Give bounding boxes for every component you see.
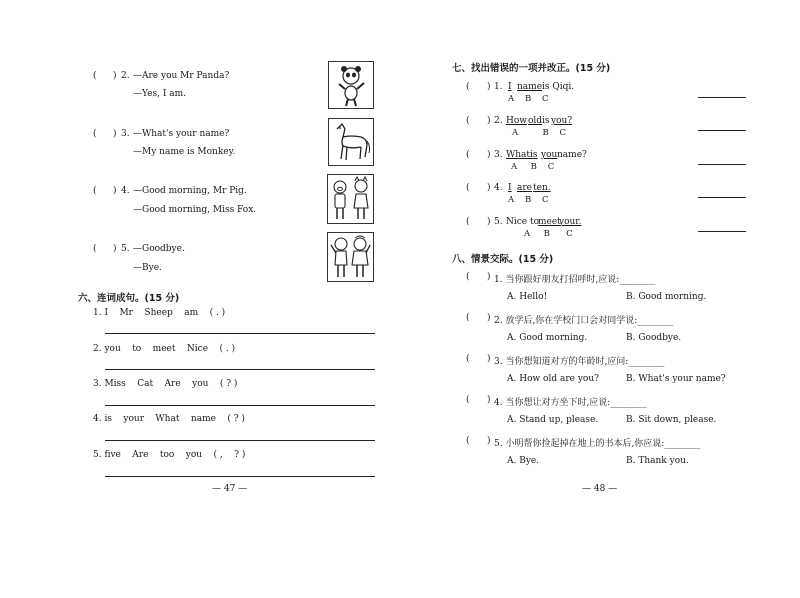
s7-q1-word-b: name: [517, 82, 543, 92]
q4-paren-open: (: [93, 186, 97, 196]
s7-q2-paren-close: ): [487, 116, 491, 126]
horse-icon: [329, 119, 373, 165]
s7-q5-number: 5.: [494, 217, 503, 227]
s8-q1-prompt: 1. 当你跟好朋友打招呼时,应说:________: [494, 275, 656, 285]
q4-number: 4.: [121, 186, 130, 196]
s7-q1-number: 1.: [494, 82, 503, 92]
s7-q2-correction-line: [698, 130, 746, 131]
q3-line2: —My name is Monkey.: [133, 147, 236, 157]
horse-picture: [328, 118, 374, 166]
s7-q3-word-name: name?: [557, 150, 587, 160]
section-6-item-2: 2. you to meet Nice ( . ): [93, 344, 236, 354]
s8-q4-paren-open: (: [466, 395, 470, 405]
s8-q2-paren-close: ): [487, 313, 491, 323]
s8-q5-paren-open: (: [466, 436, 470, 446]
s7-q3-number: 3.: [494, 150, 503, 160]
s8-q1-paren-close: ): [487, 272, 491, 282]
s7-q1-paren-close: ): [487, 82, 491, 92]
s7-q3-word-b: is: [530, 150, 538, 160]
s8-q5-prompt: 5. 小明帮你捡起掉在地上的书本后,你应说:________: [494, 439, 701, 449]
s8-q5-option-b: B. Thank you.: [626, 456, 689, 466]
s8-q1-option-a: A. Hello!: [507, 292, 548, 302]
section-6-item-3: 3. Miss Cat Are you ( ? ): [93, 379, 238, 389]
page-number-right: — 48 —: [582, 484, 618, 494]
page-number-left: — 47 —: [212, 484, 248, 494]
s8-q5-option-a: A. Bye.: [507, 456, 540, 466]
s7-q5-correction-line: [698, 231, 746, 232]
s7-q5-paren-close: ): [487, 217, 491, 227]
s8-q3-paren-close: ): [487, 354, 491, 364]
s7-q4-paren-open: (: [466, 183, 470, 193]
q3-paren-close: ): [113, 129, 117, 139]
s7-q3-word-c: you: [541, 150, 558, 160]
q4-line2: —Good morning, Miss Fox.: [133, 205, 257, 215]
q2-number: 2.: [121, 71, 130, 81]
s7-q4-word-a: I: [508, 183, 512, 193]
s7-q2-word-a: How: [506, 116, 527, 126]
s7-q2-word-is: is: [542, 116, 550, 126]
q3-paren-open: (: [93, 129, 97, 139]
s7-q4-word-b: are: [517, 183, 532, 193]
q5-number: 5.: [121, 244, 130, 254]
answer-line-2: [105, 369, 375, 370]
s7-q4-paren-close: ): [487, 183, 491, 193]
goodbye-picture: [327, 232, 374, 282]
s8-q3-option-a: A. How old are you?: [507, 374, 599, 384]
s7-q2-letters: A B C: [512, 128, 567, 138]
s8-q3-prompt: 3. 当你想知道对方的年龄时,应问:________: [494, 357, 665, 367]
s7-q5-word-c: your.: [559, 217, 582, 227]
s7-q4-correction-line: [698, 197, 746, 198]
s8-q4-option-a: A. Stand up, please.: [507, 415, 599, 425]
s7-q1-word-a: I: [508, 82, 512, 92]
s8-q4-paren-close: ): [487, 395, 491, 405]
section-6-item-4: 4. is your What name ( ? ): [93, 414, 245, 424]
s7-q5-letters: A B C: [524, 229, 573, 239]
q5-paren-open: (: [93, 244, 97, 254]
s8-q4-option-b: B. Sit down, please.: [626, 415, 717, 425]
section-7-title: 七、找出错误的一项并改正。(15 分): [452, 63, 611, 74]
s7-q3-paren-close: ): [487, 150, 491, 160]
q4-line1: —Good morning, Mr Pig.: [133, 186, 247, 196]
section-6-item-5: 5. five Are too you ( , ? ): [93, 450, 246, 460]
s7-q2-number: 2.: [494, 116, 503, 126]
answer-line-3: [105, 405, 375, 406]
s7-q4-number: 4.: [494, 183, 503, 193]
s8-q2-prompt: 2. 放学后,你在学校门口会对同学说:________: [494, 316, 674, 326]
panda-picture: [328, 61, 374, 109]
s7-q3-correction-line: [698, 164, 746, 165]
s7-q1-word-c: is Qiqi.: [542, 82, 575, 92]
s8-q2-option-a: A. Good morning.: [507, 333, 588, 343]
q2-paren-close: ): [113, 71, 117, 81]
s8-q2-paren-open: (: [466, 313, 470, 323]
pig-and-fox-picture: [327, 174, 374, 224]
answer-line-1: [105, 333, 375, 334]
q2-paren-open: (: [93, 71, 97, 81]
s7-q1-correction-line: [698, 97, 746, 98]
s7-q3-letters: A B C: [511, 162, 555, 172]
section-6-item-1: 1. I Mr Sheep am ( . ): [93, 308, 226, 318]
s7-q5-word-b: meet: [538, 217, 561, 227]
s7-q5-word-a: Nice to: [506, 217, 540, 227]
s8-q3-option-b: B. What's your name?: [626, 374, 726, 384]
q2-line1: —Are you Mr Panda?: [133, 71, 230, 81]
s7-q1-letters: A B C: [508, 94, 549, 104]
s7-q1-paren-open: (: [466, 82, 470, 92]
s7-q2-word-c: you?: [551, 116, 573, 126]
q3-number: 3.: [121, 129, 130, 139]
s8-q1-paren-open: (: [466, 272, 470, 282]
section-8-title: 八、情景交际。(15 分): [452, 254, 554, 265]
q5-line2: —Bye.: [133, 263, 162, 273]
q5-paren-close: ): [113, 244, 117, 254]
s8-q4-prompt: 4. 当你想让对方坐下时,应说:________: [494, 398, 647, 408]
children-waving-icon: [328, 233, 373, 281]
s7-q4-letters: A B C: [508, 195, 549, 205]
s7-q5-paren-open: (: [466, 217, 470, 227]
pig-fox-icon: [328, 175, 373, 223]
answer-line-5: [105, 476, 375, 477]
s7-q4-word-c: ten.: [533, 183, 551, 193]
panda-icon: [329, 62, 373, 108]
answer-line-4: [105, 440, 375, 441]
q4-paren-close: ): [113, 186, 117, 196]
section-6-title: 六、连词成句。(15 分): [78, 293, 180, 304]
s8-q5-paren-close: ): [487, 436, 491, 446]
q5-line1: —Goodbye.: [133, 244, 185, 254]
s8-q1-option-b: B. Good morning.: [626, 292, 707, 302]
s8-q2-option-b: B. Goodbye.: [626, 333, 682, 343]
s7-q2-paren-open: (: [466, 116, 470, 126]
s7-q3-word-a: What: [506, 150, 531, 160]
s7-q2-word-b: old: [528, 116, 543, 126]
q2-line2: —Yes, I am.: [133, 89, 187, 99]
s8-q3-paren-open: (: [466, 354, 470, 364]
q3-line1: —What's your name?: [133, 129, 230, 139]
s7-q3-paren-open: (: [466, 150, 470, 160]
